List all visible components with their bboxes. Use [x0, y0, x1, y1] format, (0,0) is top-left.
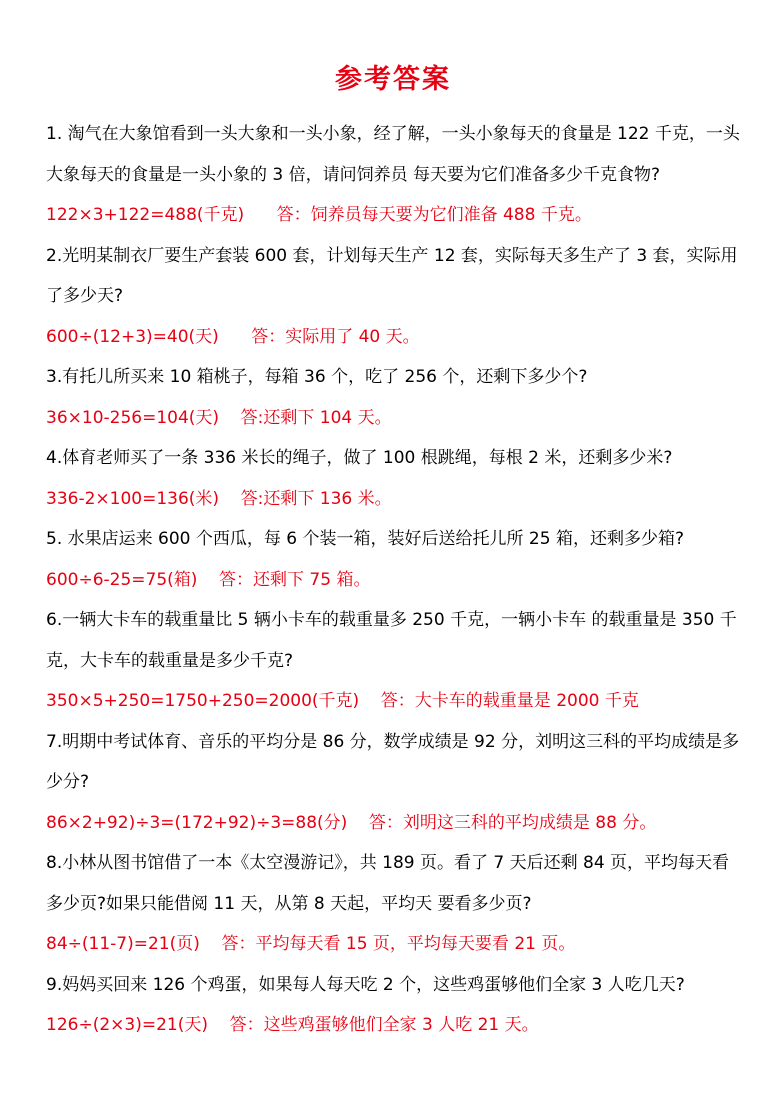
- qa-item-4: [46, 438, 740, 519]
- answer-text: 350×5+250=1750+250=2000(千克) 答：大卡车的载重量是 2000 千克: [46, 691, 639, 711]
- question-text: 7.明期中考试体育、音乐的平均分是 86 分，数学成绩是 92 分，刘明这三科的平均成绩是多少分?: [46, 731, 740, 792]
- qa-item-5: [46, 519, 740, 600]
- qa-item-8: [46, 843, 740, 965]
- question-text: 2.光明某制衣厂要生产套装 600 套，计划每天生产 12 套，实际每天多生产了 3 套，实际用了多少天?: [46, 245, 738, 306]
- answer-text: 126÷(2×3)=21(天) 答：这些鸡蛋够他们全家 3 人吃 21 天。: [46, 1015, 539, 1035]
- qa-item-6: [46, 600, 740, 722]
- qa-item-1: [46, 114, 740, 236]
- answer-text: 600÷6-25=75(箱) 答：还剩下 75 箱。: [46, 569, 371, 590]
- qa-item-7: [46, 722, 740, 844]
- question-text: 4.体育老师买了一条 336 米长的绳子，做了 100 根跳绳，每根 2 米，还剩多少米?: [46, 448, 673, 468]
- answer-text: 84÷(11-7)=21(页) 答：平均每天看 15 页，平均每天要看 21 页。: [46, 934, 576, 954]
- question-text: 1. 淘气在大象馆看到一头大象和一头小象，经了解，一头小象每天的食量是 122 千克，一头大象每天的食量是一头小象的 3 倍，请问饲养员 每天要为它们准备多少千克食物?: [46, 124, 740, 185]
- answer-text: 600÷(12+3)=40(天) 答：实际用了 40 天。: [46, 326, 420, 347]
- question-text: 5. 水果店运来 600 个西瓜，每 6 个装一箱，装好后送给托儿所 25 箱，还剩多少箱?: [46, 529, 684, 549]
- page-title: 参考答案: [335, 64, 451, 95]
- answer-text: 122×3+122=488(千克) 答：饲养员每天要为它们准备 488 千克。: [46, 205, 592, 225]
- qa-list: [46, 114, 740, 1046]
- qa-item-9: [46, 965, 740, 1046]
- question-text: 9.妈妈买回来 126 个鸡蛋，如果每人每天吃 2 个，这些鸡蛋够他们全家 3 人吃几天?: [46, 974, 685, 995]
- answer-text: 336-2×100=136(米) 答:还剩下 136 米。: [46, 488, 392, 509]
- answer-text: 86×2+92)÷3=(172+92)÷3=88(分) 答：刘明这三科的平均成绩是 88 分。: [46, 812, 657, 833]
- question-text: 3.有托儿所买来 10 箱桃子，每箱 36 个，吃了 256 个，还剩下多少个?: [46, 367, 588, 387]
- qa-item-3: [46, 357, 740, 438]
- answer-text: 36×10-256=104(天) 答:还剩下 104 天。: [46, 407, 392, 428]
- question-text: 8.小林从图书馆借了一本《太空漫游记》，共 189 页。看了 7 天后还剩 84 页，平均每天看多少页?如果只能借阅 11 天，从第 8 天起，平均天 要看多少页?: [46, 853, 730, 914]
- question-text: 6.一辆大卡车的载重量比 5 辆小卡车的载重量多 250 千克，一辆小卡车 的载重量是 350 千克，大卡车的载重量是多少千克?: [46, 610, 737, 671]
- qa-item-2: [46, 236, 740, 358]
